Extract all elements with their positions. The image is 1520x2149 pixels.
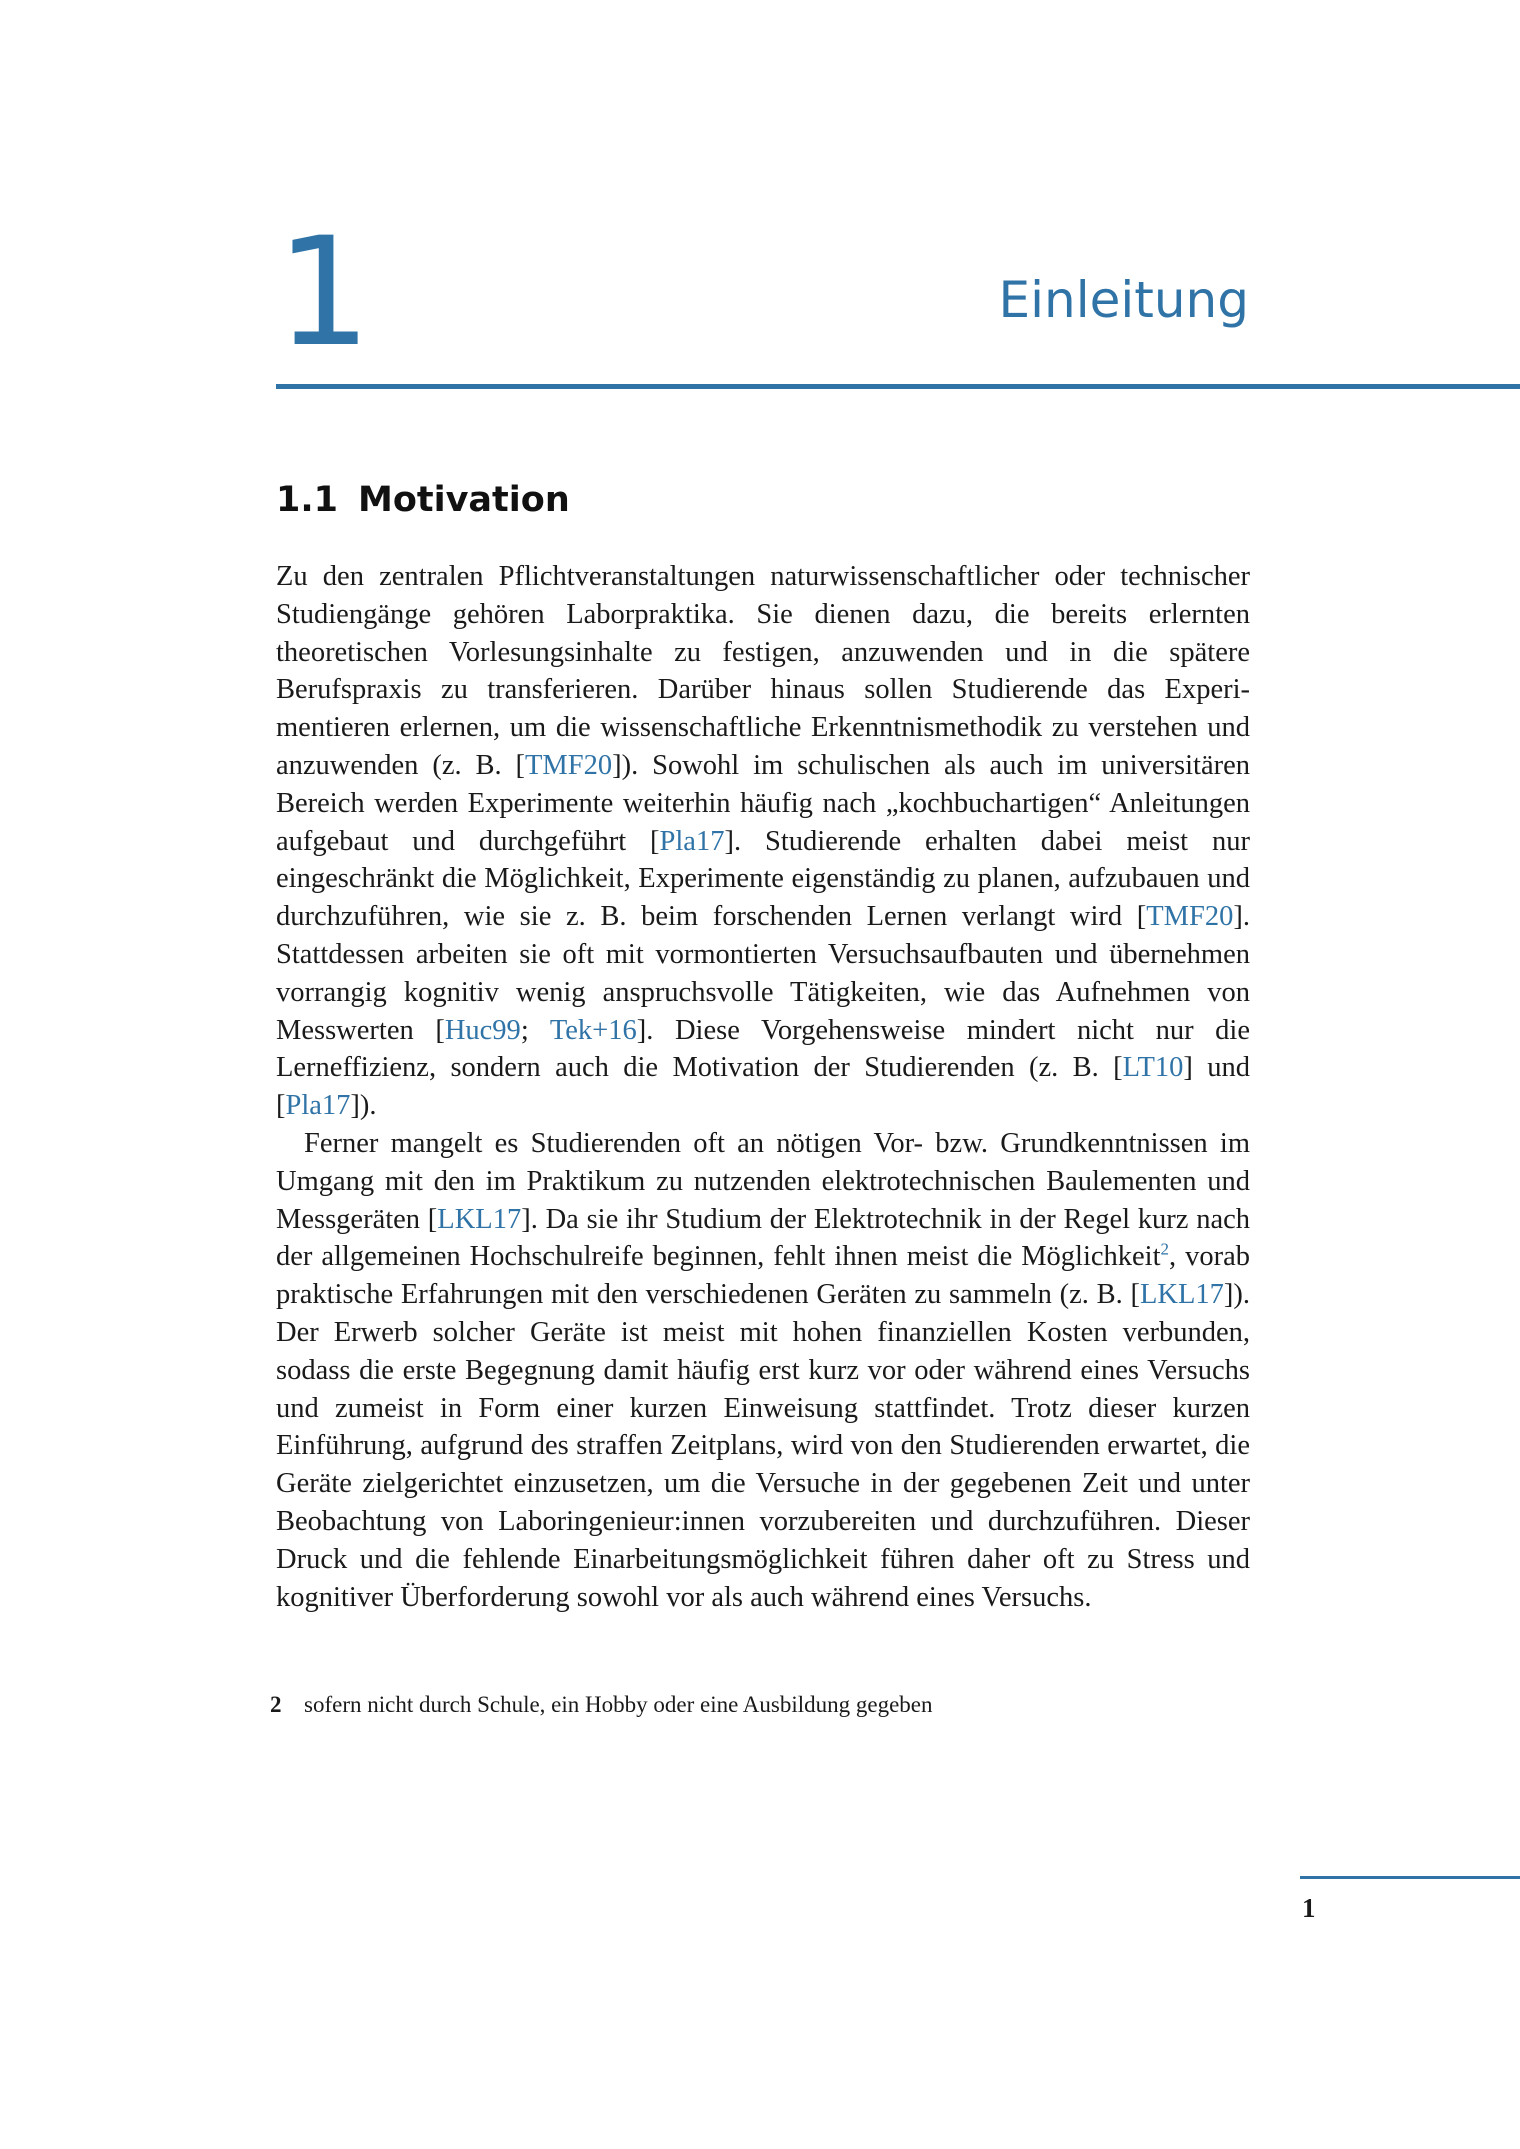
text-run: ]. Stattdessen arbeiten sie oft mit vormontierten Versuchsaufbauten und übernehmen vorrangig kognitiv wenig anspruchsvolle Tätigkeiten, wie das Aufnehmen von Messwerten [ <box>276 901 1250 1046</box>
footnote-number: 2 <box>270 1692 282 1717</box>
citation-link[interactable]: LT10 <box>1122 1052 1184 1084</box>
text-run: ] und [ <box>276 1052 1250 1122</box>
text-run: Zu den zentralen Pflichtveranstaltungen naturwissenschaftlicher oder technischer Studiengänge gehören Laborpraktika. Sie dienen dazu, die bereits erlernten theoretischen Vorlesungsinhalte zu festigen, anzuwenden und in die spätere Berufspraxis zu transferieren. Darüber hinaus sollen Studierende das Experimentieren erlernen, um die wissenschaftliche Erkenntnismethodik zu verstehen und anzuwenden (z. B. [ <box>276 561 1250 781</box>
citation-link[interactable]: Huc99 <box>444 1014 521 1046</box>
citation-link[interactable]: LKL17 <box>437 1203 522 1235</box>
citation-link[interactable]: TMF20 <box>1146 901 1234 933</box>
paragraph-1 <box>276 558 1250 1125</box>
text-run: ]. Da sie ihr Studium der Elektrotechnik in der Regel kurz nach der allgemeinen Hochschulreife beginnen, fehlt ihnen meist die Möglichkeit <box>276 1203 1250 1273</box>
text-run: ]. Diese Vorgehensweise mindert nicht nur die Lerneffizienz, sondern auch die Motivation der Studierenden (z. B. [ <box>276 1014 1250 1084</box>
citation-link[interactable]: TMF20 <box>525 749 613 781</box>
citation-link[interactable]: Pla17 <box>285 1090 351 1122</box>
footnote <box>270 1691 933 1719</box>
citation-link[interactable]: LKL17 <box>1139 1279 1224 1311</box>
text-run: ]. Studierende erhalten dabei meist nur eingeschränkt die Möglichkeit, Experimente eigenständig zu planen, aufzubauen und durchzuführen, wie sie z. B. beim forschenden Lernen verlangt wird [ <box>276 825 1250 933</box>
text-run: Ferner mangelt es Studierenden oft an nötigen Vor- bzw. Grundkenntnissen im Umgang mit den im Praktikum zu nutzenden elektrotechnischen Baulementen und Messgeräten [ <box>276 1127 1250 1235</box>
citation-link[interactable]: Pla17 <box>659 825 725 857</box>
chapter-number: 1 <box>276 206 372 380</box>
body-text <box>276 558 1250 1616</box>
chapter-rule <box>276 384 1520 389</box>
footnote-marker-link[interactable]: 2 <box>1160 1239 1170 1259</box>
section-title: Motivation <box>358 480 570 520</box>
section-heading <box>276 480 570 520</box>
section-number: 1.1 <box>276 480 339 520</box>
chapter-title: Einleitung <box>998 271 1249 329</box>
paragraph-2 <box>276 1125 1250 1616</box>
text-run: ]). Sowohl im schulischen als auch im universitären Bereich werden Experimente weiterhin häufig nach „kochbuchartigen“ Anleitungen aufgebaut und durchgeführt [ <box>276 749 1250 857</box>
page-number: 1 <box>1302 1893 1316 1923</box>
footnote-text: sofern nicht durch Schule, ein Hobby oder eine Ausbildung gegeben <box>304 1692 933 1717</box>
text-run: ; <box>520 1014 550 1046</box>
text-run: ]). Der Erwerb solcher Geräte ist meist mit hohen finanziellen Kosten verbunden, sodass die erste Begegnung damit häufig erst kurz vor oder während eines Versuchs und zumeist in Form einer kurzen Einweisung stattfindet. Trotz dieser kurzen Einführung, aufgrund des straffen Zeitplans, wird von den Studierenden erwartet, die Geräte zielgerichtet einzusetzen, um die Versuche in der gegebenen Zeit und unter Beobachtung von Laboringenieur:innen vorzubereiten und durchzuführen. Dieser Druck und die fehlende Einarbeitungsmöglichkeit führen daher oft zu Stress und kognitiver Überforderung sowohl vor als auch während eines Versuchs. <box>276 1279 1250 1613</box>
text-run: , vorab praktische Erfahrungen mit den verschiedenen Geräten zu sammeln (z. B. [ <box>276 1241 1250 1311</box>
citation-link[interactable]: Tek+16 <box>549 1014 637 1046</box>
footer-rule <box>1300 1876 1520 1879</box>
text-run: ]). <box>350 1090 377 1122</box>
